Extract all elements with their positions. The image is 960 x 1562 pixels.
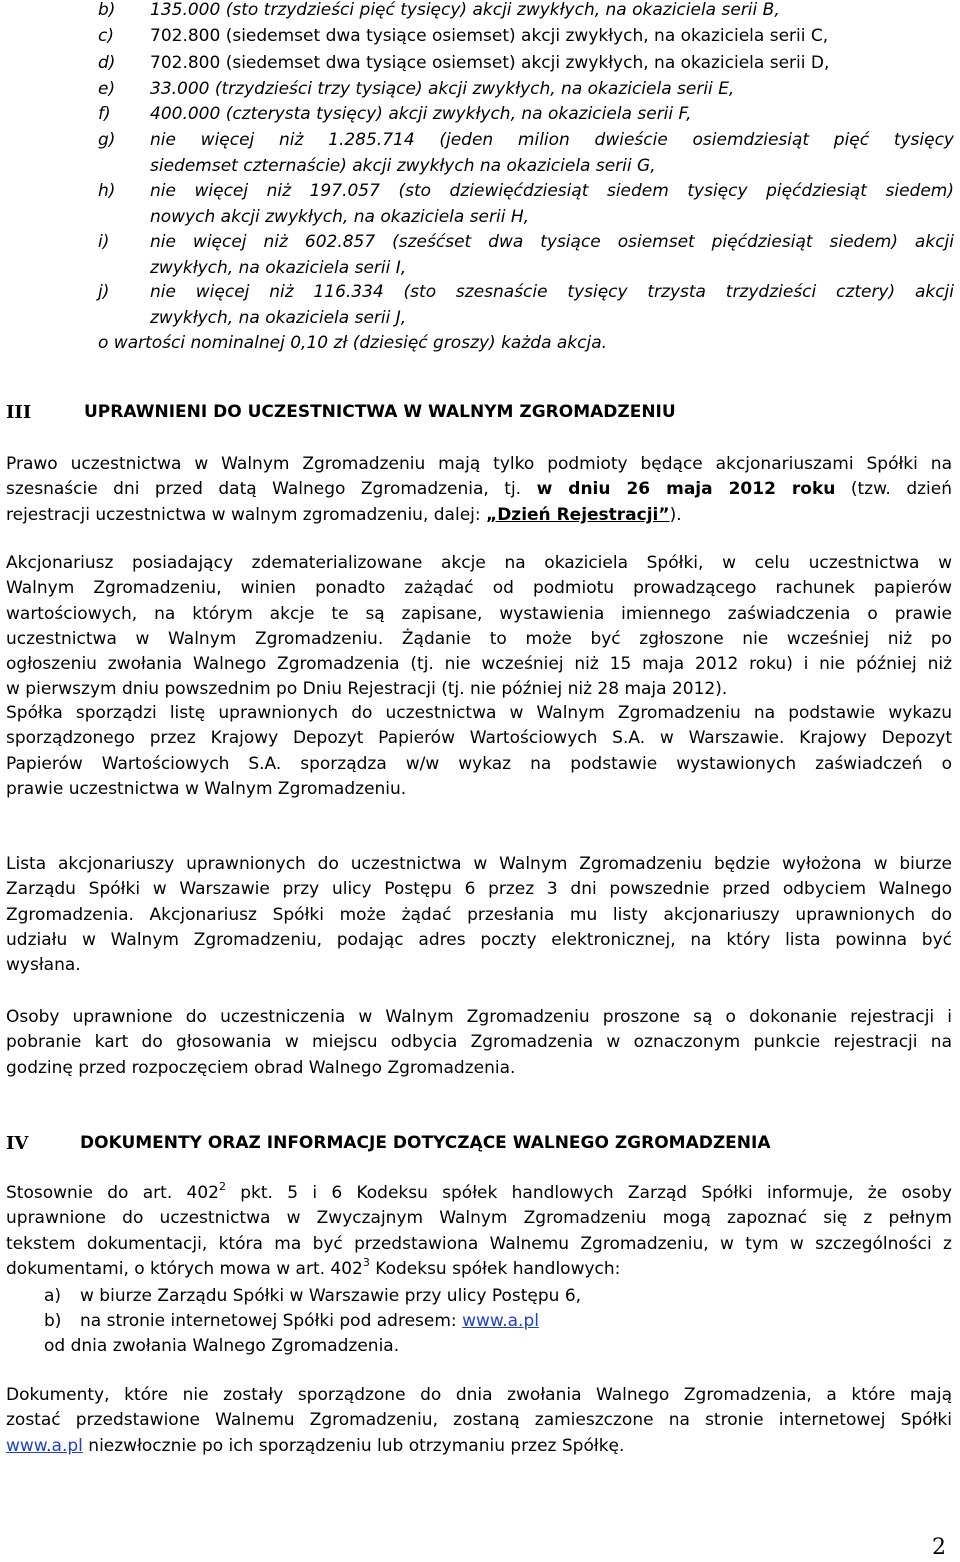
section-iii-paragraph-2: Akcjonariusz posiadający zdematerializowane akcje na okaziciela Spółki, w celu uczestnictwa w Walnym Zgromadzeniu, winien ponadto zażądać od podmiotu prowadzącego rachunek papierów wartościowych, na którym akcje te są zapisane, wystawienia imiennego zaświadczenia o prawie uczestnictwa w Walnym Zgromadzeniu. Żądanie to może być zgłoszone nie wcześniej niż po ogłoszeniu zwołania Walnego Zgromadzenia (tj. nie wcześniej niż 15 maja 2012 roku) i nie później niż w pierwszym dniu powszednim po Dniu Rejestracji (tj. nie później niż 28 maja 2012). (6, 553, 952, 700)
share-item-h: h) nie więcej niż 197.057 (sto dziewięćdziesiąt siedem tysięcy pięćdziesiąt siedem) nowych akcji zwykłych, na okaziciela serii H, (98, 181, 954, 227)
section-iii-title: UPRAWNIENI DO UCZESTNICTWA W WALNYM ZGROMADZENIU (84, 402, 676, 422)
section-iii-paragraph-4: Lista akcjonariuszy uprawnionych do uczestnictwa w Walnym Zgromadzeniu będzie wyłożona w biurze Zarządu Spółki w Warszawie przy ulicy Postępu 6 przez 3 dni powszednie przed odbyciem Walnego Zgromadzenia. Akcjonariusz Spółki może żądać przesłania mu listy akcjonariuszy uprawnionych do udziału w Walnym Zgromadzeniu, podając adres poczty elektronicznej, na który lista powinna być wysłana. (6, 854, 952, 976)
company-website-link[interactable]: www.a.pl (462, 1311, 539, 1331)
page-number: 2 (932, 1535, 946, 1560)
share-item-i: i) nie więcej niż 602.857 (sześćset dwa tysiące osiemset pięćdziesiąt siedem) akcji zwykłych, na okaziciela serii I, (98, 232, 954, 278)
share-item-d: d) 702.800 (siedemset dwa tysiące osiemset) akcji zwykłych, na okaziciela serii D, (98, 53, 830, 73)
section-iv-number: IV (6, 1133, 29, 1154)
share-item-j: j) nie więcej niż 116.334 (sto szesnaście tysięcy trzysta trzydzieści cztery) akcji zwykłych, na okaziciela serii J, (98, 282, 954, 328)
section-iv-paragraph-2: Dokumenty, które nie zostały sporządzone do dnia zwołania Walnego Zgromadzenia, a które mają zostać przedstawione Walnemu Zgromadzeniu, zostaną zamieszczone na stronie internetowej Spółki www.a.pl niezwłocznie po ich sporządzeniu lub otrzymaniu przez Spółkę. (6, 1385, 952, 1456)
share-item-c: c) 702.800 (siedemset dwa tysiące osiemset) akcji zwykłych, na okaziciela serii C, (98, 26, 829, 46)
section-iii-paragraph-1: Prawo uczestnictwa w Walnym Zgromadzeniu mają tylko podmioty będące akcjonariuszami Spółki na szesnaście dni przed datą Walnego Zgromadzenia, tj. w dniu 26 maja 2012 roku (tzw. dzień rejestracji uczestnictwa w walnym zgromadzeniu, dalej: „Dzień Rejestracji”). (6, 454, 952, 525)
share-item-e: e) 33.000 (trzydzieści trzy tysiące) akcji zwykłych, na okaziciela serii E, (98, 79, 735, 99)
share-item-g: g) nie więcej niż 1.285.714 (jeden milion dwieście osiemdziesiąt pięć tysięcy siedemset czternaście) akcji zwykłych na okaziciela serii G, (98, 130, 954, 176)
section-iv-paragraph-1: Stosownie do art. $402^2$ pkt. 5 i 6 Kodeksu spółek handlowych Zarząd Spółki informuje, że osoby uprawnione do uczestnictwa w Zwyczajnym Walnym Zgromadzeniu mogą zapoznać się z pełnym tekstem dokumentacji, która ma być przedstawiona Walnemu Zgromadzeniu, w tym w szczególności z dokumentami, o których mowa w art. $402^3$ Kodeksu spółek handlowych: (6, 1180, 952, 1279)
document-page: b) 135.000 (sto trzydzieści pięć tysięcy) akcji zwykłych, na okaziciela serii B, c) 702.800 (siedemset dwa tysiące osiemset) akcji zwykłych, na okaziciela serii C, d) 702.800 (siedemset dwa tysiące osiemset) akcji zwykłych, na okaziciela serii D, e) 33.000 (trzydzieści trzy tysiące) akcji zwykłych, na okaziciela serii E, f) 400.000 (czterysta tysięcy) akcji zwykłych, na okaziciela serii F, g) nie więcej niż 1.285.714 (jeden milion dwieście osiemdziesiąt pięć tysięcy siedemset czternaście) akcji zwykłych na okaziciela serii G, h) nie więcej niż 197.057 (sto dziewięćdziesiąt siedem tysięcy pięćdziesiąt siedem) nowych akcji zwykłych, na okaziciela serii H, i) nie więcej niż 602.857 (sześćset dwa tysiące osiemset pięćdziesiąt siedem) akcji zwykłych, na okaziciela serii I, j) nie więcej niż 116.334 (sto szesnaście tysięcy trzysta trzydzieści cztery) akcji zwykłych, na okaziciela serii J, o wartości nominalnej 0,10 zł (dziesięć groszy) każda akcja. III UPRAWNIENI DO UCZESTNICTWA W WALNYM ZGROMADZENIU Prawo uczestnictwa w Walnym Zgromadzeniu mają tylko podmioty będące akcjonariuszami Spółki na szesnaście dni przed datą Walnego Zgromadzenia, tj. w dniu 26 maja 2012 roku (tzw. dzień rejestracji uczestnictwa w walnym zgromadzeniu, dalej: „Dzień Rejestracji”). Akcjonariusz posiadający zdematerializowane akcje na okaziciela Spółki, w celu uczestnictwa w Walnym Zgromadzeniu, winien ponadto zażądać od podmiotu prowadzącego rachunek papierów wartościowych, na którym akcje te są zapisane, wystawienia imiennego zaświadczenia o prawie uczestnictwa w Walnym Zgromadzeniu. Żądanie to może być zgłoszone nie wcześniej niż po ogłoszeniu zwołania Walnego Zgromadzenia (tj. nie wcześniej niż 15 maja 2012 roku) i nie później niż w pierwszym dniu powszednim po Dniu Rejestracji (tj. nie później niż 28 maja 2012). Spółka sporządzi listę uprawnionych do uczestnictwa w Walnym Zgromadzeniu na podstawie wykazu sporządzonego przez Krajowy Depozyt Papierów Wartościowych S.A. w Warszawie. Krajowy Depozyt Papierów Wartościowych S.A. sporządza w/w wykaz na podstawie wystawionych zaświadczeń o prawie uczestnictwa w Walnym Zgromadzeniu. Lista akcjonariuszy uprawnionych do uczestnictwa w Walnym Zgromadzeniu będzie wyłożona w biurze Zarządu Spółki w Warszawie przy ulicy Postępu 6 przez 3 dni powszednie przed odbyciem Walnego Zgromadzenia. Akcjonariusz Spółki może żądać przesłania mu listy akcjonariuszy uprawnionych do udziału w Walnym Zgromadzeniu, podając adres poczty elektronicznej, na który lista powinna być wysłana. Osoby uprawnione do uczestniczenia w Walnym Zgromadzeniu proszone są o dokonanie rejestracji i pobranie kart do głosowania w miejscu odbycia Zgromadzenia w oznaczonym punkcie rejestracji na godzinę przed rozpoczęciem obrad Walnego Zgromadzenia. IV DOKUMENTY ORAZ INFORMACJE DOTYCZĄCE WALNEGO ZGROMADZENIA Stosownie do art. $402^2$ pkt. 5 i 6 Kodeksu spółek handlowych Zarząd Spółki informuje, że osoby uprawnione do uczestnictwa w Zwyczajnym Walnym Zgromadzeniu mogą zapoznać się z pełnym tekstem dokumentacji, która ma być przedstawiona Walnemu Zgromadzeniu, w tym w szczególności z dokumentami, o których mowa w art. $402^3$ Kodeksu spółek handlowych: a) w biurze Zarządu Spółki w Warszawie przy ulicy Postępu 6, b) na stronie internetowej Spółki pod adresem: www.a.pl od dnia zwołania Walnego Zgromadzenia. Dokumenty, które nie zostały sporządzone do dnia zwołania Walnego Zgromadzenia, a które mają zostać przedstawione Walnemu Zgromadzeniu, zostaną zamieszczone na stronie internetowej Spółki www.a.pl niezwłocznie po ich sporządzeniu lub otrzymaniu przez Spółkę. 2 (0, 0, 960, 1562)
share-item-f: f) 400.000 (czterysta tysięcy) akcji zwykłych, na okaziciela serii F, (98, 104, 692, 124)
section-iii-paragraph-3: Spółka sporządzi listę uprawnionych do uczestnictwa w Walnym Zgromadzeniu na podstawie wykazu sporządzonego przez Krajowy Depozyt Papierów Wartościowych S.A. w Warszawie. Krajowy Depozyt Papierów Wartościowych S.A. sporządza w/w wykaz na podstawie wystawionych zaświadczeń o prawie uczestnictwa w Walnym Zgromadzeniu. (6, 703, 952, 799)
nominal-value-line: o wartości nominalnej 0,10 zł (dziesięć groszy) każda akcja. (98, 333, 608, 353)
share-item-b: b) 135.000 (sto trzydzieści pięć tysięcy) akcji zwykłych, na okaziciela serii B, (98, 0, 780, 20)
registration-day-term: „Dzień Rejestracji” (486, 504, 670, 525)
section-iii-paragraph-5: Osoby uprawnione do uczestniczenia w Walnym Zgromadzeniu proszone są o dokonanie rejestracji i pobranie kart do głosowania w miejscu odbycia Zgromadzenia w oznaczonym punkcie rejestracji na godzinę przed rozpoczęciem obrad Walnego Zgromadzenia. (6, 1007, 952, 1078)
company-website-link-2[interactable]: www.a.pl (6, 1435, 83, 1456)
registration-date: w dniu 26 maja 2012 roku (536, 479, 836, 500)
section-iii-number: III (6, 402, 32, 423)
section-iv-title: DOKUMENTY ORAZ INFORMACJE DOTYCZĄCE WALNEGO ZGROMADZENIA (80, 1133, 771, 1153)
